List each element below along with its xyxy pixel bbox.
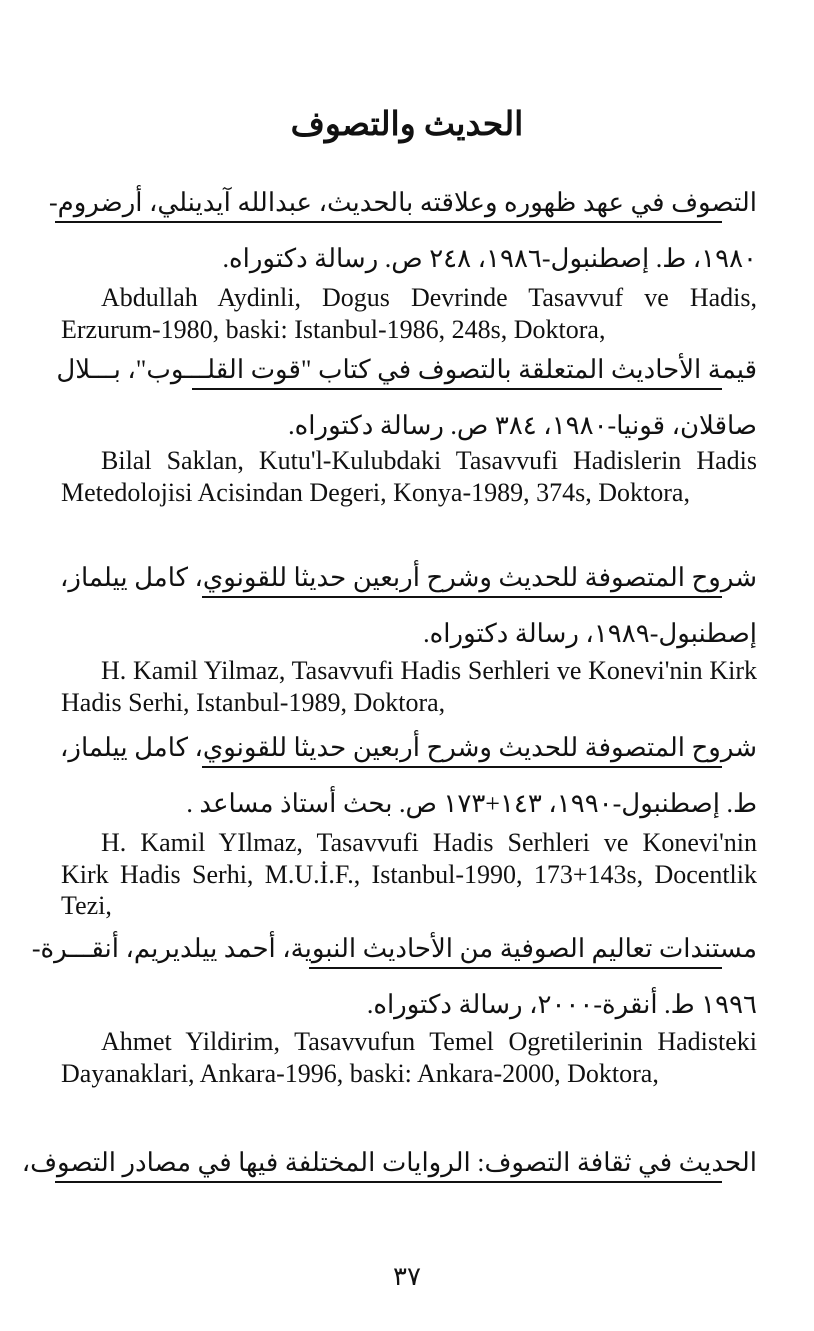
title-underline [309, 967, 722, 969]
bibliography-entry [21, 1148, 757, 1188]
arabic-title-line: شروح المتصوفة للحديث وشرح أربعين حديثا للقونوي، كامل ييلماز، [60, 563, 757, 592]
arabic-publication-line: إصطنبول-١٩٨٩، رسالة دكتوراه. [423, 619, 757, 648]
arabic-title-line: التصوف في عهد ظهوره وعلاقته بالحديث، عبدالله آيدينلي، أرضروم- [49, 188, 757, 217]
arabic-publication-line: ١٩٩٦ ط. أنقرة-٢٠٠٠، رسالة دكتوراه. [366, 990, 757, 1019]
title-underline [202, 766, 722, 768]
english-citation: H. Kamil Yilmaz, Tasavvufi Hadis Serhleri ve Konevi'nin Kirk Hadis Serhi, Istanbul-1989, Doktora, [61, 656, 757, 717]
title-underline [192, 388, 722, 390]
english-citation: Bilal Saklan, Kutu'l-Kulubdaki Tasavvufi Hadislerin Hadis Metedolojisi Acisindan Degeri, Konya-1989, 374s, Doktora, [61, 446, 757, 507]
arabic-title-line: قيمة الأحاديث المتعلقة بالتصوف في كتاب "قوت القلـــوب"، بـــلال [56, 355, 757, 384]
bibliography-entry [31, 934, 757, 1134]
arabic-title-line: الحديث في ثقافة التصوف: الروايات المختلفة فيها في مصادر التصوف، [21, 1148, 757, 1177]
arabic-publication-line: ١٩٨٠، ط. إصطنبول-١٩٨٦، ٢٤٨ ص. رسالة دكتوراه. [222, 244, 757, 273]
title-underline [55, 1181, 722, 1183]
english-citation: H. Kamil YIlmaz, Tasavvufi Hadis Serhleri ve Konevi'nin Kirk Hadis Serhi, M.U.İ.F., Istanbul-1990, 173+143s, Docentlik Tezi, [61, 828, 757, 920]
arabic-publication-line: ط. إصطنبول-١٩٩٠، ١٤٣+١٧٣ ص. بحث أستاذ مساعد . [186, 789, 757, 818]
english-citation: Abdullah Aydinli, Dogus Devrinde Tasavvuf ve Hadis, Erzurum-1980, baski: Istanbul-1986, 248s, Doktora, [61, 283, 757, 344]
bibliography-entry [55, 563, 757, 723]
bibliography-entry [55, 733, 757, 923]
arabic-title-line: شروح المتصوفة للحديث وشرح أربعين حديثا للقونوي، كامل ييلماز، [60, 733, 757, 762]
page-number: ٣٧ [393, 1262, 421, 1291]
arabic-publication-line: صاقلان، قونيا-١٩٨٠، ٣٨٤ ص. رسالة دكتوراه. [288, 411, 757, 440]
title-underline [202, 596, 722, 598]
title-underline [55, 221, 722, 223]
bibliography-entry [55, 355, 757, 555]
arabic-title-line: مستندات تعاليم الصوفية من الأحاديث النبوية، أحمد ييلديريم، أنقـــرة- [31, 934, 757, 963]
page-title: الحديث والتصوف [290, 107, 524, 143]
bibliography-entry [49, 188, 757, 348]
english-citation: Ahmet Yildirim, Tasavvufun Temel Ogretilerinin Hadisteki Dayanaklari, Ankara-1996, baski: Ankara-2000, Doktora, [61, 1027, 757, 1088]
